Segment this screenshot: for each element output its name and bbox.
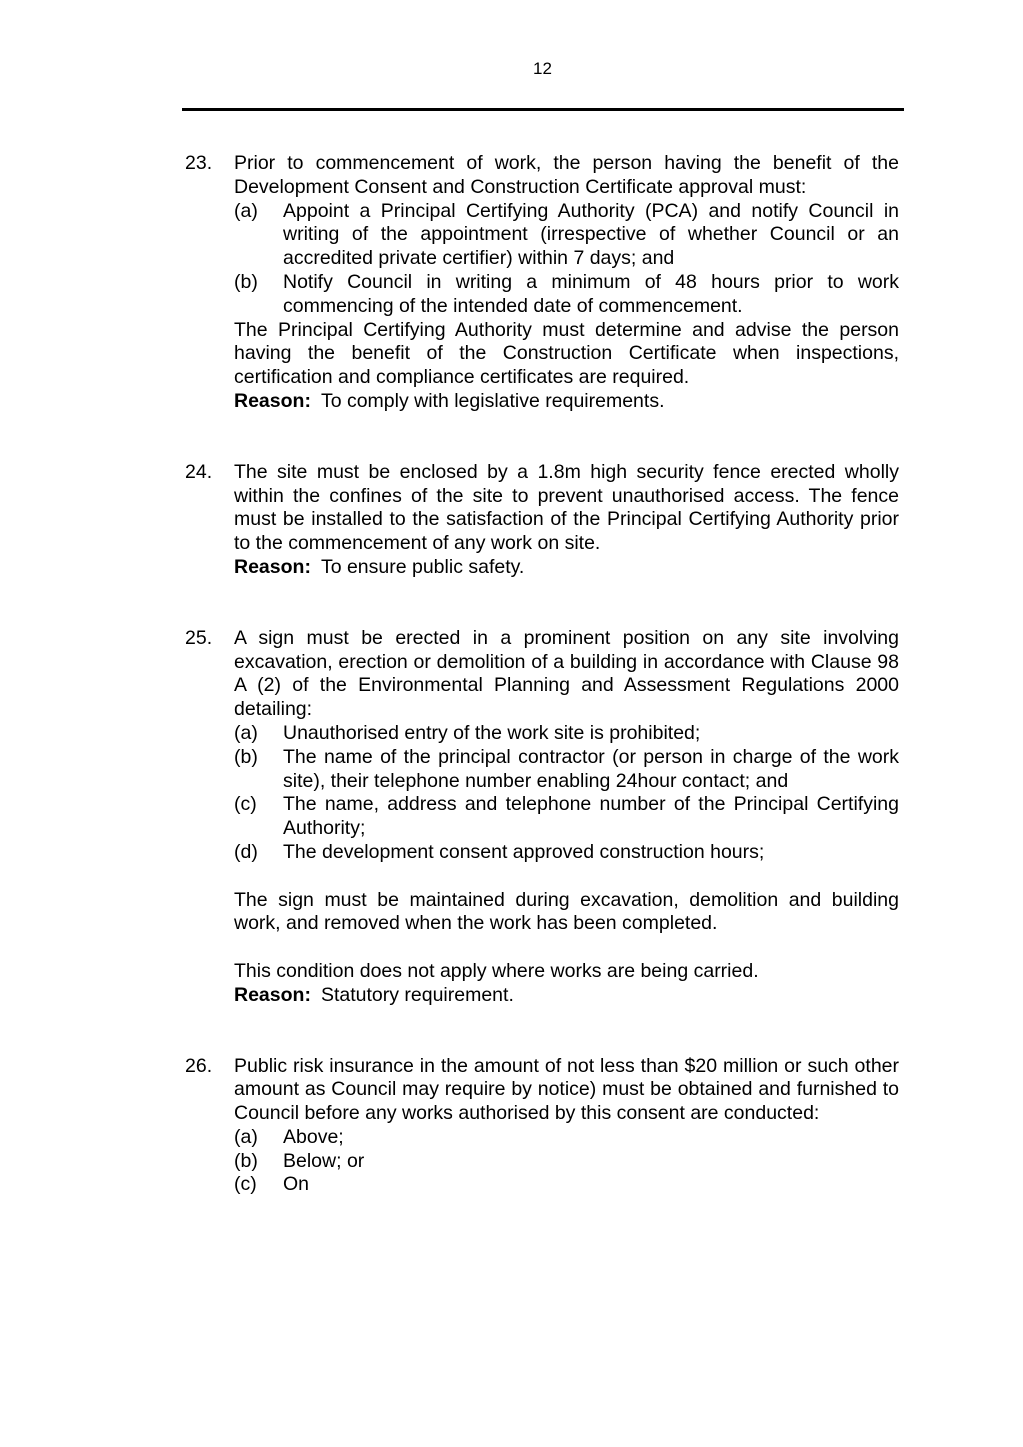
list-item-label: (b) xyxy=(234,745,258,768)
condition-number: 25. xyxy=(185,626,213,649)
list-item-label: (c) xyxy=(234,793,257,816)
list-item-text: Notify Council in writing a minimum of 48 hours prior to work commencing of the intended date of commencement. xyxy=(283,270,899,317)
condition-25 xyxy=(185,627,899,1008)
list-item xyxy=(234,722,899,746)
condition-paragraph: The sign must be maintained during excavation, demolition and building work, and removed when the work has been completed. xyxy=(234,888,899,935)
list-item-label: (b) xyxy=(234,270,258,293)
list-item-label: (d) xyxy=(234,840,258,863)
header-rule xyxy=(182,108,904,111)
reason-text: To comply with legislative requirements. xyxy=(320,389,665,412)
list-item xyxy=(234,841,899,865)
list-item xyxy=(234,271,899,319)
list-item-text: On xyxy=(283,1173,310,1196)
list-item xyxy=(234,793,899,841)
list-item-text: Below; or xyxy=(283,1149,365,1172)
list-item-text: The name, address and telephone number of the Principal Certifying Authority; xyxy=(283,793,899,840)
condition-26 xyxy=(185,1055,899,1198)
document-body xyxy=(185,152,899,1197)
condition-intro: Prior to commencement of work, the person having the benefit of the Development Consent and Construction Certificate approval must: xyxy=(234,152,899,198)
condition-24 xyxy=(185,461,899,580)
list-item xyxy=(234,746,899,794)
list-item-text: Above; xyxy=(283,1125,344,1148)
list-item xyxy=(234,1126,899,1150)
reason-label: Reason: xyxy=(234,983,311,1006)
condition-number: 24. xyxy=(185,460,213,483)
reason-line xyxy=(234,984,899,1008)
list-item xyxy=(234,1173,899,1197)
page-number: 12 xyxy=(533,59,552,78)
condition-intro: The site must be enclosed by a 1.8m high security fence erected wholly within the confines of the site to prevent unauthorised access. The fence must be installed to the satisfaction of the Principal Certifying Authority prior to the commencement of any work on site. xyxy=(234,460,899,555)
list-item-label: (a) xyxy=(234,199,258,222)
list-item-text: Appoint a Principal Certifying Authority (PCA) and notify Council in writing of the appointment (irrespective of whether Council or an accredited private certifier) within 7 days; and xyxy=(283,199,899,270)
list-item-text: Unauthorised entry of the work site is prohibited; xyxy=(283,721,701,744)
condition-number: 23. xyxy=(185,152,213,174)
condition-23 xyxy=(185,152,899,414)
list-item-label: (a) xyxy=(234,721,258,744)
condition-intro: A sign must be erected in a prominent position on any site involving excavation, erection or demolition of a building in accordance with Clause 98 A (2) of the Environmental Planning and Assessment Regulations 2000 detailing: xyxy=(234,626,899,721)
condition-number: 26. xyxy=(185,1054,213,1077)
reason-text: To ensure public safety. xyxy=(320,555,525,578)
list-item-text: The development consent approved construction hours; xyxy=(283,840,765,863)
list-item-label: (c) xyxy=(234,1173,257,1196)
reason-text: Statutory requirement. xyxy=(320,983,514,1006)
list-item-text: The name of the principal contractor (or person in charge of the work site), their telephone number enabling 24hour contact; and xyxy=(283,745,899,792)
list-item-label: (b) xyxy=(234,1149,258,1172)
reason-label: Reason: xyxy=(234,389,311,412)
list-item-label: (a) xyxy=(234,1125,258,1148)
condition-paragraph: This condition does not apply where works are being carried. xyxy=(234,959,759,982)
list-item xyxy=(234,1150,899,1174)
reason-line xyxy=(234,390,899,414)
condition-intro: Public risk insurance in the amount of not less than $20 million or such other amount as Council may require by notice) must be obtained and furnished to Council before any works authorised by this consent are conducted: xyxy=(234,1054,899,1125)
condition-paragraph: The Principal Certifying Authority must determine and advise the person having the benefit of the Construction Certificate when inspections, certification and compliance certificates are required. xyxy=(234,318,899,389)
reason-line xyxy=(234,556,899,580)
reason-label: Reason: xyxy=(234,555,311,578)
list-item xyxy=(234,200,899,271)
